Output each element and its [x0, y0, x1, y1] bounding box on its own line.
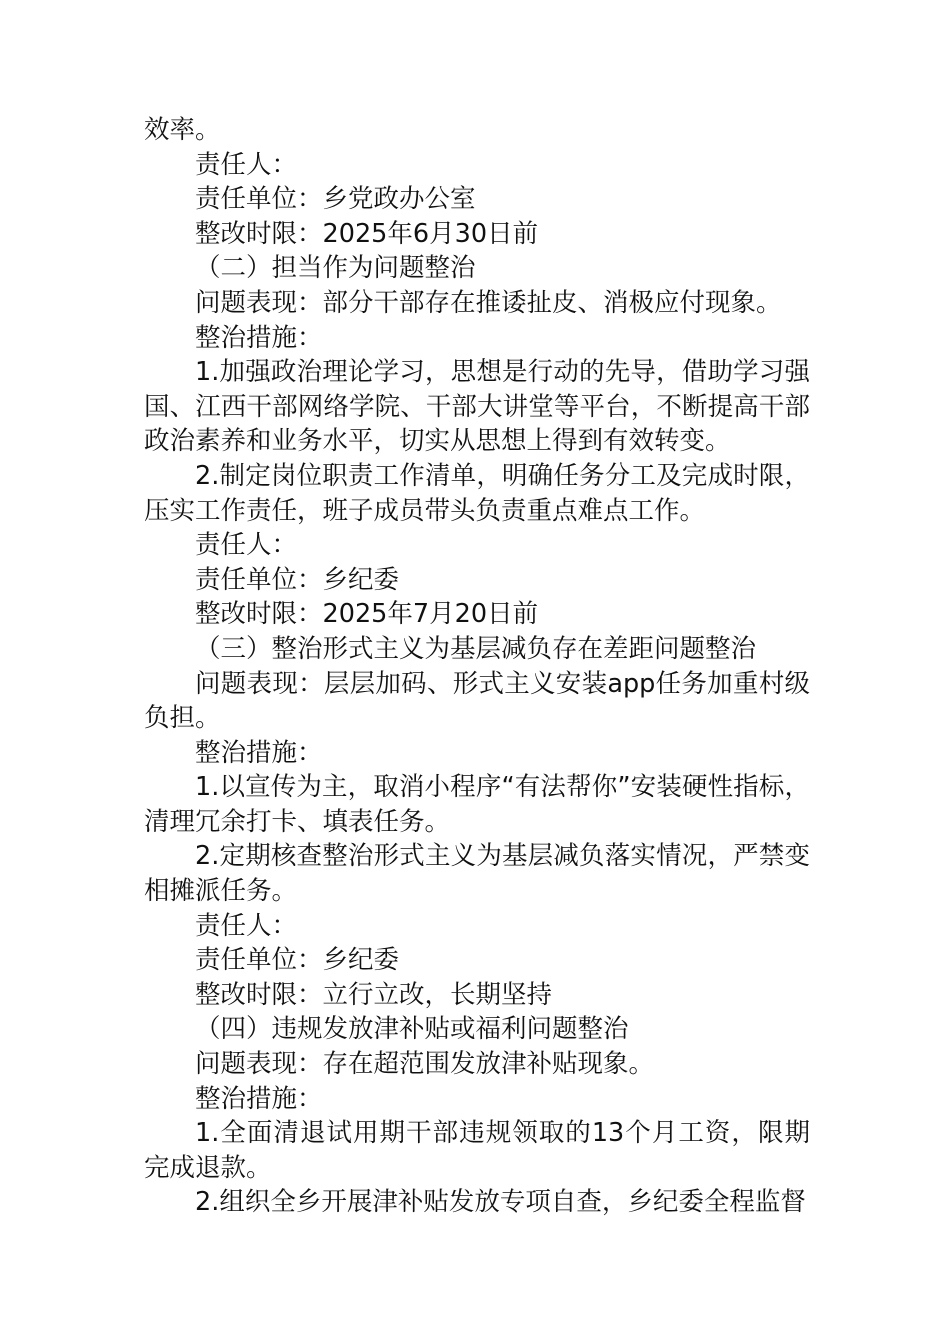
paragraph-deadline-1: 整改时限：2025年6月30日前: [195, 218, 539, 249]
section-heading-2: （二）担当作为问题整治: [195, 253, 476, 284]
paragraph-problem-4: 问题表现：存在超范围发放津补贴现象。: [195, 1049, 655, 1080]
paragraph-responsible-person-2: 责任人：: [195, 530, 298, 561]
paragraph-problem-3: 问题表现：层层加码、形式主义安装app任务加重村级负担。: [144, 668, 810, 734]
paragraph-problem-2: 问题表现：部分干部存在推诿扯皮、消极应付现象。: [195, 287, 782, 318]
paragraph-measure-4-1: 1.全面清退试用期干部违规领取的13个月工资，限期完成退款。: [144, 1118, 810, 1183]
paragraph-measures-label-2: 整治措施：: [195, 322, 323, 353]
paragraph-measure-4-2: 2.组织全乡开展津补贴发放专项自查，乡纪委全程监督: [195, 1187, 806, 1218]
paragraph-measures-label-4: 整治措施：: [195, 1083, 323, 1114]
paragraph-measures-label-3: 整治措施：: [195, 737, 323, 768]
paragraph-measure-2-2: 2.制定岗位职责工作清单，明确任务分工及完成时限，压实工作责任，班子成员带头负责重点难点工作。: [144, 460, 810, 526]
paragraph-measure-2-1: 1.加强政治理论学习，思想是行动的先导，借助学习强国、江西干部网络学院、干部大讲堂等平台，不断提高干部政治素养和业务水平，切实从思想上得到有效转变。: [144, 357, 810, 457]
section-heading-4: （四）违规发放津补贴或福利问题整治: [195, 1014, 629, 1045]
paragraph-responsible-unit-2: 责任单位：乡纪委: [195, 564, 400, 595]
section-heading-3: （三）整治形式主义为基层减负存在差距问题整治: [195, 633, 757, 664]
paragraph-responsible-person-1: 责任人：: [195, 149, 298, 180]
paragraph-responsible-person-3: 责任人：: [195, 910, 298, 941]
paragraph-efficiency-end: 效率。: [144, 115, 221, 145]
paragraph-measure-3-2: 2.定期核查整治形式主义为基层减负落实情况，严禁变相摊派任务。: [144, 841, 810, 907]
paragraph-deadline-2: 整改时限：2025年7月20日前: [195, 599, 539, 630]
paragraph-responsible-unit-1: 责任单位：乡党政办公室: [195, 184, 476, 215]
paragraph-deadline-3: 整改时限：立行立改，长期坚持: [195, 979, 553, 1010]
paragraph-measure-3-1: 1.以宣传为主，取消小程序“有法帮你”安装硬性指标，清理冗余打卡、填表任务。: [144, 772, 810, 837]
paragraph-responsible-unit-3: 责任单位：乡纪委: [195, 945, 400, 976]
document-page: [144, 113, 810, 1220]
